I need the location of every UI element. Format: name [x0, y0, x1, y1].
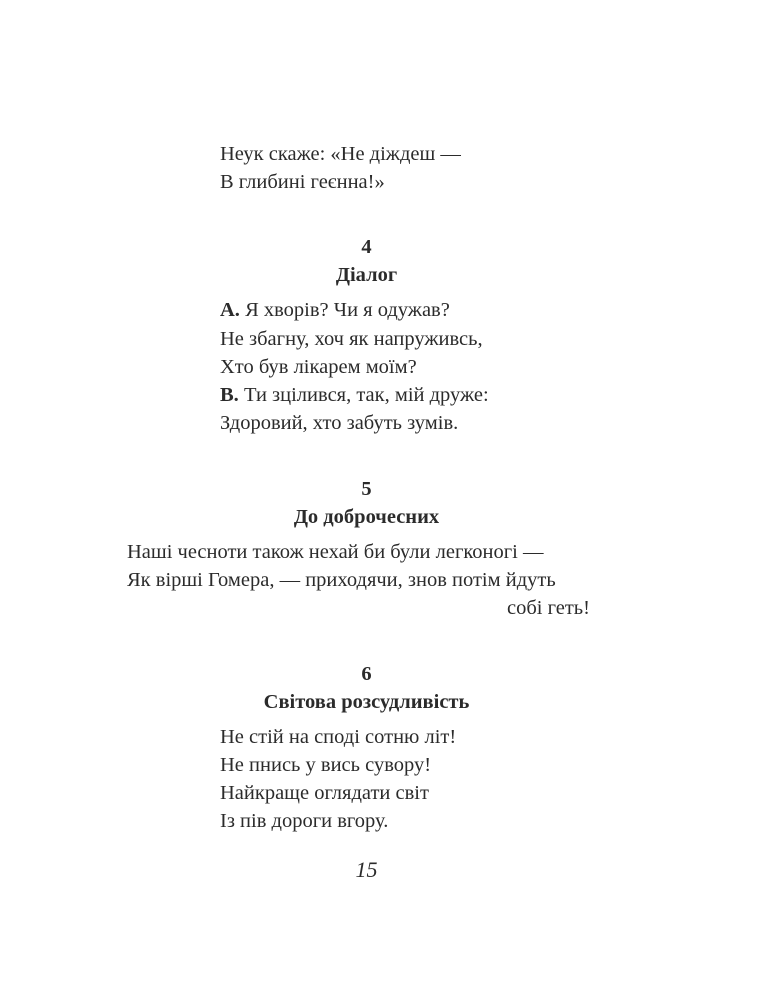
poem-line: [220, 381, 489, 409]
poem-line-text: Ти зцілився, так, мій друже:: [238, 384, 489, 406]
poem-line: В глибині геєнна!»: [220, 171, 385, 193]
section-title: Світова розсудливість: [263, 691, 470, 713]
poem-line: Як вірші Гомера, — приходячи, знов потім йдуть: [127, 569, 556, 591]
poem-line: Не стій на споді сотню літ!: [220, 726, 457, 748]
speaker-label: A.: [220, 299, 240, 321]
poem-line-text: Я хворів? Чи я одужав?: [239, 299, 450, 321]
section-number: 6: [361, 663, 372, 685]
poem-line-continuation: собі геть!: [507, 597, 590, 619]
section-number: 4: [361, 236, 372, 258]
section-title: Діалог: [335, 264, 398, 286]
poem-line: Найкраще оглядати світ: [220, 782, 429, 804]
poem-line: Не пнись у вись сувору!: [220, 754, 432, 776]
section-title: До доброчесних: [293, 506, 440, 528]
poem-line: [220, 296, 450, 324]
poem-line: Здоровий, хто забуть зумів.: [220, 412, 459, 434]
page-number: 15: [355, 857, 378, 882]
poem-line: Хто був лікарем моїм?: [220, 356, 417, 378]
section-number: 5: [361, 478, 372, 500]
speaker-label: B.: [220, 384, 239, 406]
poem-line: Неук скаже: «Не діждеш —: [220, 143, 461, 165]
poem-line: Наші чесноти також нехай би були легконогі —: [127, 541, 544, 563]
poem-line: Не збагну, хоч як напруживсь,: [220, 328, 483, 350]
poem-line: Із пів дороги вгору.: [220, 810, 389, 832]
